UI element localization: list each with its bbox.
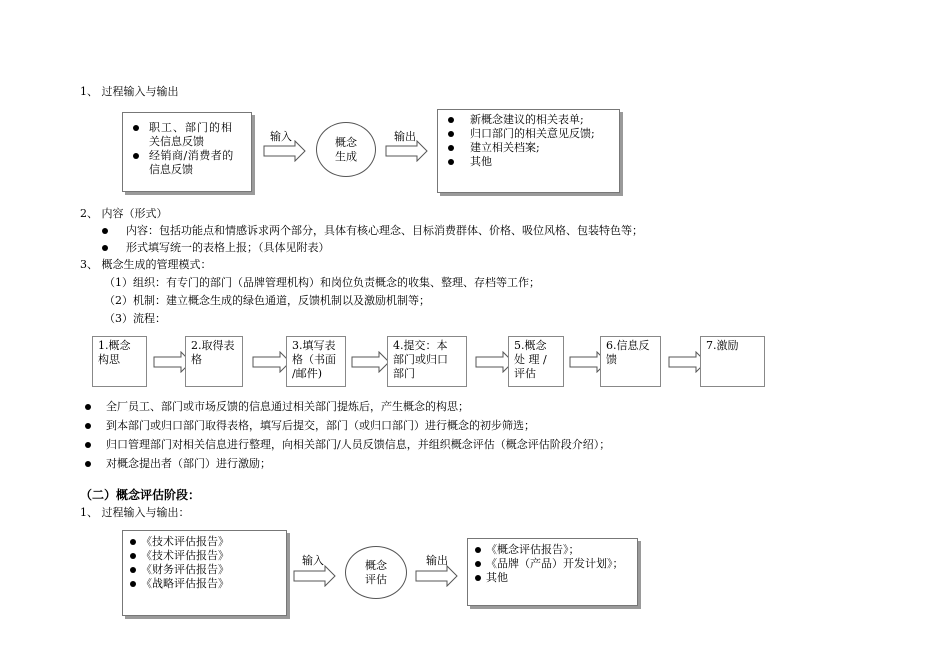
item-2-bullet-1-text: 内容：包括功能点和情感诉求两个部分，具体有核心理念、目标消费群体、价格、吸位风格、包装特色等；: [126, 224, 643, 237]
flow-step-4-line-1: 4.提交：本: [393, 339, 448, 352]
flow-bullet-3: [84, 438, 610, 452]
eval-output-item-2: 《品牌（产品）开发计划》；: [474, 557, 633, 571]
flow-step-3: [286, 336, 346, 387]
item-2-bullet-1: [100, 224, 643, 238]
input-box: [122, 112, 252, 192]
eval-input-item-1: 《技术评估报告》: [129, 535, 280, 549]
item-2-title: 2、 内容（形式）: [80, 207, 168, 220]
flow-bullet-1-text: 全厂员工、部门或市场反馈的信息通过相关部门提炼后，产生概念的构思；: [106, 400, 469, 413]
flow-step-5: [508, 336, 564, 387]
eval-ellipse-line-2: 评估: [365, 572, 387, 586]
eval-input-item-3: 《财务评估报告》: [129, 563, 280, 577]
bullet-icon: [85, 442, 91, 448]
eval-output-item-1: 《概念评估报告》；: [474, 543, 633, 557]
flow-step-4-line-2: 部门或归口: [393, 353, 448, 366]
input-label: 输入: [270, 130, 292, 143]
input-item-2-line-1: 经销商/消费者的: [149, 149, 234, 162]
item-3-sub-2: （2）机制：建立概念生成的绿色通道，反馈机制以及激励机制等；: [104, 294, 430, 307]
flow-step-1-line-2: 构思: [98, 353, 120, 366]
arrow-right-icon: [385, 140, 429, 162]
item-3-sub-1: （1）组织：有专门的部门（品牌管理机构）和岗位负责概念的收集、整理、存档等工作；: [104, 276, 540, 289]
eval-input-item-2: 《技术评估报告》: [129, 549, 280, 563]
item-2-bullet-2-text: 形式填写统一的表格上报；（具体见附表）: [126, 241, 330, 254]
bullet-icon: [133, 153, 139, 159]
flow-step-3-line-1: 3.填写表: [292, 339, 336, 352]
section-2-heading: （二）概念评估阶段：: [80, 488, 201, 502]
bullet-icon: [133, 125, 139, 131]
bullet-icon: [102, 228, 108, 234]
concept-generation-ellipse: [316, 122, 376, 177]
eval-input-label: 输入: [302, 554, 324, 567]
item-2-bullet-2: [100, 241, 643, 255]
ellipse-line-1: 概念: [335, 135, 357, 149]
arrow-right-icon: [415, 565, 459, 587]
output-item-4: 其他: [442, 155, 617, 169]
item-1-title: 1、 过程输入与输出: [80, 85, 179, 98]
bullet-icon: [85, 423, 91, 429]
eval-input-item-4: 《战略评估报告》: [129, 577, 280, 591]
flow-step-2-line-2: 格: [191, 353, 202, 366]
eval-ellipse-line-1: 概念: [365, 558, 387, 572]
item-3-sub-3: （3）流程：: [104, 312, 166, 325]
arrow-right-icon: [263, 140, 307, 162]
flow-bullet-1: [84, 400, 610, 414]
flow-bullet-4: [84, 457, 610, 471]
eval-output-label: 输出: [426, 554, 448, 567]
arrow-right-icon: [351, 351, 391, 373]
flow-step-2-line-1: 2.取得表: [191, 339, 235, 352]
output-item-3: 建立相关档案;: [442, 141, 617, 155]
flow-bullet-3-text: 归口管理部门对相关信息进行整理，向相关部门/人员反馈信息，并组织概念评估（概念评估阶段介绍）；: [106, 438, 611, 451]
output-item-2: 归口部门的相关意见反馈;: [442, 127, 617, 141]
bullet-icon: [85, 404, 91, 410]
section-2-item-1-title: 1、 过程输入与输出：: [80, 506, 190, 519]
flow-step-7: [700, 336, 765, 387]
flow-step-6-line-2: 馈: [606, 353, 617, 366]
bullet-icon: [102, 245, 108, 251]
flow-step-7-line-1: 7.激励: [706, 339, 739, 352]
flow-step-4: [387, 336, 467, 387]
concept-evaluation-ellipse: [345, 546, 407, 599]
input-item-1: [127, 121, 247, 149]
bullet-icon: [85, 461, 91, 467]
flow-step-4-line-3: 部门: [393, 367, 415, 380]
flow-step-1: [92, 336, 147, 387]
flow-step-1-line-1: 1.概念: [98, 339, 131, 352]
input-item-1-line-2: 关信息反馈: [149, 135, 204, 148]
output-label: 输出: [394, 130, 416, 143]
arrow-right-icon: [293, 565, 337, 587]
flow-bullet-2: [84, 419, 610, 433]
flow-step-2: [185, 336, 243, 387]
flow-step-5-line-2: 处 理 /: [514, 353, 547, 366]
flow-step-3-line-3: /邮件): [292, 367, 322, 380]
flow-step-5-line-1: 5.概念: [514, 339, 547, 352]
evaluation-input-box: [122, 530, 287, 616]
flow-step-3-line-2: 格（书面: [292, 353, 336, 366]
eval-output-item-3: 其他: [474, 571, 633, 585]
flow-bullet-4-text: 对概念提出者（部门）进行激励；: [106, 457, 271, 470]
output-item-1: 新概念建议的相关表单;: [442, 113, 617, 127]
ellipse-line-2: 生成: [335, 149, 357, 163]
item-2-bullets: [100, 224, 643, 255]
input-item-1-line-1: 职工、部门的相: [149, 121, 233, 134]
output-box: [437, 109, 620, 193]
evaluation-output-box: [467, 538, 638, 606]
flow-step-5-line-3: 评估: [514, 367, 536, 380]
flow-step-6: [600, 336, 661, 387]
input-item-2: [127, 149, 247, 177]
flow-bullet-2-text: 到本部门或归口部门取得表格，填写后提交，部门（或归口部门）进行概念的初步筛选；: [106, 419, 535, 432]
input-item-2-line-2: 信息反馈: [149, 163, 193, 176]
flow-step-6-line-1: 6.信息反: [606, 339, 650, 352]
item-3-title: 3、 概念生成的管理模式：: [80, 258, 212, 271]
flow-bullets: [84, 400, 610, 471]
